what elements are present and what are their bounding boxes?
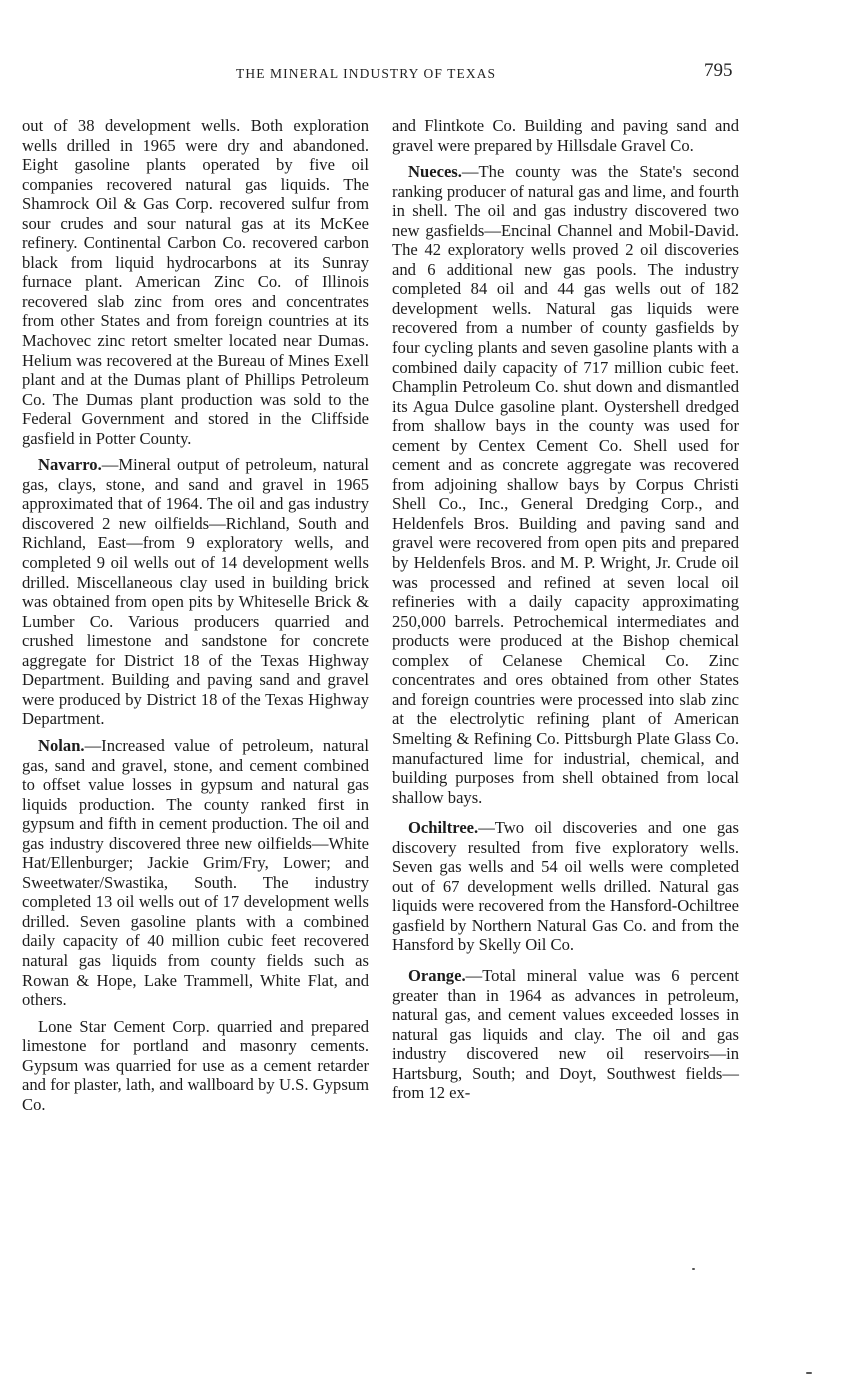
nolan-text: —Increased value of petroleum, natural gas, sand and gravel, stone, and cement combined to offset value losses in gypsum and natural gas liquids production. The county ranked first in gypsum and fifth in cement production. The oil and gas industry discovered three new oilfields—White Hat/Ellenburger; Jackie Grim/Fry, Lower; and Sweetwater/Swastika, South. The industry completed 13 oil wells out of 17 development wells drilled. Seven gasoline plants with a combined daily capacity of 40 million cubic feet recovered natural gas liquids from county fields such as Rowan & Hope, Lake Trammell, White Flat, and others. — [22, 735, 369, 1010]
continued-paragraph: out of 38 development wells. Both exploration wells drilled in 1965 were dry and abandoned. Eight gasoline plants operated by five oil companies recovered natural gas liquids. The Shamrock Oil & Gas Corp. recovered sulfur from sour crudes and sour natural gas at its McKee refinery. Continental Carbon Co. recovered carbon black from liquid hydrocarbons at its Sunray furnace plant. American Zinc Co. of Illinois recovered slab zinc from ores and concentrates from other States and from foreign countries at its Machovec zinc retort smelter located near Dumas. Helium was recovered at the Bureau of Mines Exell plant and at the Dumas plant of Phillips Petroleum Co. The Dumas plant production was sold to the Federal Government and stored in the Cliffside gasfield in Potter County. — [22, 116, 369, 448]
nueces-paragraph — [392, 162, 739, 807]
navarro-heading: Navarro. — [38, 455, 102, 475]
ochiltree-paragraph — [392, 818, 739, 955]
left-column — [22, 116, 369, 1121]
ochiltree-heading: Ochiltree. — [408, 818, 479, 838]
nolan-paragraph — [22, 736, 369, 1010]
nueces-heading: Nueces. — [408, 162, 462, 182]
running-head: THE MINERAL INDUSTRY OF TEXAS — [236, 66, 497, 81]
lone-star-paragraph: Lone Star Cement Corp. quarried and prepared limestone for portland and masonry cements. Gypsum was quarried for use as a cement retarder and for plaster, lath, and wallboard by U.S. Gypsum Co. — [22, 1016, 369, 1114]
orange-text: —Total mineral value was 6 percent greater than in 1964 as advances in petroleum, natural gas, and cement values exceeded losses in natural gas liquids and clay. The oil and gas industry discovered new oil reservoirs—in Hartsburg, South; and Doyt, Southwest fields—from 12 ex- — [392, 965, 739, 1103]
navarro-paragraph — [22, 455, 369, 729]
ochiltree-text: —Two oil discoveries and one gas discovery resulted from five exploratory wells. Seven gas wells and 54 oil wells were completed out of 67 development wells drilled. Natural gas liquids were recovered from the Hansford-Ochiltree gasfield by Northern Natural Gas Co. and from the Hansford by Skelly Oil Co. — [392, 818, 739, 955]
scan-speck — [692, 1268, 695, 1270]
continued-paragraph-right: and Flintkote Co. Building and paving sand and gravel were prepared by Hillsdale Gravel Co. — [392, 116, 739, 155]
right-column — [392, 116, 739, 1110]
nueces-text: —The county was the State's second ranking producer of natural gas and lime, and fourth in shell. The oil and gas industry discovered two new gasfields—Encinal Channel and Mobil-David. The 42 exploratory wells proved 2 oil discoveries and 6 additional new gas pools. The industry completed 84 oil and 44 gas wells out of 182 development wells. Natural gas liquids were recovered from a number of county gasfields by four cycling plants and seven gasoline plants with a combined daily capacity of 717 million cubic feet. Champlin Petroleum Co. shut down and dismantled its Agua Dulce gasoline plant. Oystershell dredged from shallow bays in the county was used for cement by Centex Cement Co. Shell used for cement and as concrete aggregate was recovered from adjoining shallow bays by Corpus Christi Shell Co., Inc., General Dredging Corp., and Heldenfels Bros. Building and paving sand and gravel were recovered from open pits and prepared by Heldenfels Bros. and M. P. Wright, Jr. Crude oil was processed and refined at seven local oil refineries with a daily capacity approximating 250,000 barrels. Petrochemical intermediates and products were produced at the Bishop chemical complex of Celanese Chemical Co. Zinc concentrates and ores obtained from other States and foreign countries were processed into slab zinc at the electrolytic refining plant of American Smelting & Refining Co. Pittsburgh Plate Glass Co. manufactured lime for industrial, chemical, and building purposes from shell obtained from local shallow bays. — [392, 162, 739, 807]
scan-speck — [806, 1372, 812, 1374]
orange-heading: Orange. — [408, 965, 466, 985]
navarro-text: —Mineral output of petroleum, natural gas, clays, stone, and sand and gravel in 1965 approximated that of 1964. The oil and gas industry discovered 2 new oilfields—Richland, South and Richland, East—from 9 exploratory wells, and completed 9 oil wells out of 14 development wells drilled. Miscellaneous clay used in building brick was obtained from open pits by Whiteselle Brick & Lumber Co. Various producers quarried and crushed limestone and sandstone for concrete aggregate for District 18 of the Texas Highway Department. Building and paving sand and gravel were produced by District 18 of the Texas Highway Department. — [22, 455, 369, 729]
page-number: 795 — [704, 60, 733, 81]
orange-paragraph — [392, 966, 739, 1103]
nolan-heading: Nolan. — [38, 735, 85, 755]
